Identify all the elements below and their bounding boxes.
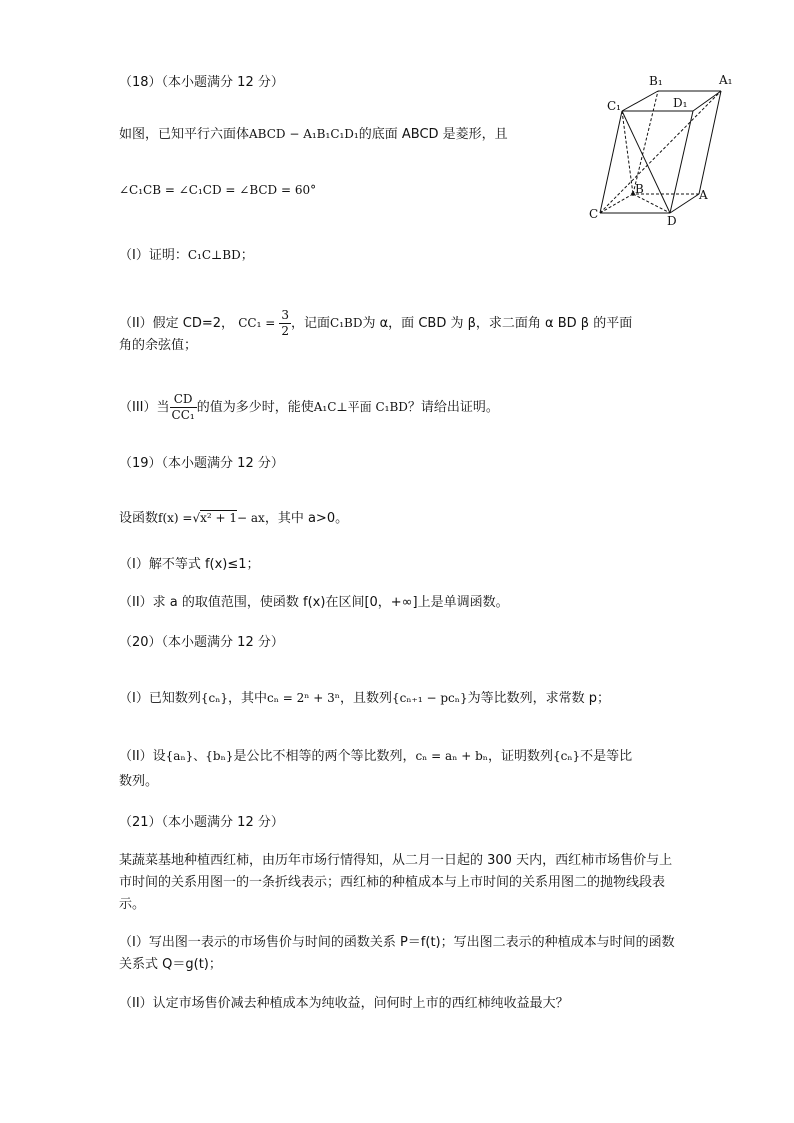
q20-part2-text-d: 不是等比 [580, 749, 633, 764]
parallelepiped-figure [585, 70, 735, 230]
q18-part3-fraction [170, 392, 197, 423]
q20-part2-label: （II）设 [119, 749, 166, 764]
q18-part2-cc1: CC₁ = [238, 316, 276, 330]
q21-part2: （II）认定市场售价减去种植成本为纯收益，问何时上市的西红柿纯收益最大？ [119, 996, 569, 1011]
q21-header: （21）（本小题满分 12 分） [119, 815, 284, 830]
q20-part1-seq2: {cₙ₊₁ − pcₙ} [392, 691, 468, 705]
q18-part1-end: ； [240, 248, 254, 263]
edge-aa1 [699, 91, 721, 194]
q19-part1: （I）解不等式 f(x)≤1； [119, 557, 260, 572]
q18-part1-expr: C₁C⊥BD [187, 248, 241, 262]
q20-part1-label: （I）已知数列 [119, 691, 201, 706]
label-b1: B₁ [649, 74, 663, 88]
q19-def-fx: f(x) = [158, 511, 193, 525]
q18-part1 [119, 245, 254, 266]
q18-part3-text-c: ？请给出证明。 [407, 400, 499, 415]
q18-part2-cont: 角的余弦值； [119, 338, 198, 353]
q20-part1 [119, 688, 610, 709]
q19-part2: （II）求 a 的取值范围，使函数 f(x)在区间[0，+∞]上是单调函数。 [119, 595, 509, 610]
q18-part2-denominator: 2 [281, 324, 290, 338]
q19-def-text-a: 设函数 [119, 511, 159, 526]
q18-intro [119, 124, 508, 145]
q20-part2-seqs: {aₙ}、{bₙ} [165, 749, 234, 763]
q18-intro-text-a: 如图，已知平行六面体 [119, 127, 250, 142]
label-a1: A₁ [719, 73, 733, 87]
q21-intro: 某蔬菜基地种植西红柿，由历年市场行情得知，从二月一日起的 300 天内，西红柿市场售价与上市时间的关系用图一的一条折线表示；西红柿的种植成本与上市时间的关系用图二的抛物线段表示。 [119, 853, 673, 912]
q19-def-text-b: ，其中 a>0。 [264, 511, 349, 526]
q20-part2 [119, 746, 632, 767]
q19-def-radicand: x² + 1 [200, 511, 238, 525]
label-c: C [589, 207, 599, 221]
q18-header: （18）（本小题满分 12 分） [119, 75, 284, 90]
q18-part2-text-c: 为 α，面 CBD 为 β，求二面角 α BD β 的平面 [362, 316, 633, 331]
q18-part3-numerator: CD [170, 392, 197, 408]
edge-dd1 [670, 111, 693, 213]
q20-part2-text-b: 是公比不相等的两个等比数列， [233, 749, 416, 764]
q20-part1-text-b: ，其中 [228, 691, 268, 706]
edge-bc [600, 194, 633, 213]
label-b: B [635, 182, 644, 196]
q20-part2-cont: 数列。 [119, 774, 159, 789]
q18-part2-numerator: 3 [281, 308, 290, 322]
edge-da [670, 194, 699, 213]
q21-part1: （I）写出图一表示的市场售价与时间的函数关系 P＝f(t)；写出图二表示的种植成本与时间的函数关系式 Q＝g(t)； [119, 935, 675, 972]
q20-part2-text-c: ，证明数列 [487, 749, 553, 764]
q20-part2-def: cₙ = aₙ + bₙ [415, 749, 488, 763]
q20-part1-text-d: 为等比数列，求常数 p； [467, 691, 610, 706]
q18-part3-expr: A₁C⊥平面 C₁BD [313, 400, 408, 414]
q18-part1-label: （I）证明： [119, 248, 188, 263]
label-d: D [667, 214, 677, 228]
q18-part3-denominator: CC₁ [171, 408, 195, 422]
q20-part1-text-c: ，且数列 [339, 691, 392, 706]
q18-angle-condition: ∠C₁CB = ∠C₁CD = ∠BCD = 60° [119, 183, 317, 197]
q18-part3 [119, 388, 499, 427]
q19-definition [119, 508, 348, 529]
label-a: A [699, 188, 708, 202]
edge-b1c1 [622, 91, 658, 111]
q18-part3-text-b: 的值为多少时，能使 [196, 400, 314, 415]
q20-header: （20）（本小题满分 12 分） [119, 635, 284, 650]
label-c1: C₁ [607, 99, 621, 113]
q18-intro-text-b: 的底面 ABCD 是菱形，且 [358, 127, 508, 142]
q19-header: （19）（本小题满分 12 分） [119, 456, 284, 471]
q18-part2-plane: C₁BD [330, 316, 363, 330]
q18-intro-expr: ABCD − A₁B₁C₁D₁ [249, 127, 359, 141]
edge-cc1 [600, 111, 622, 213]
q18-part2-text-b: ，记面 [291, 316, 331, 331]
diag-bd [633, 194, 670, 213]
q20-part1-seq: {cₙ} [200, 691, 229, 705]
q19-def-ax: − ax [237, 511, 265, 525]
q20-part1-def: cₙ = 2ⁿ + 3ⁿ [267, 691, 340, 705]
q18-part3-label: （III）当 [119, 400, 170, 415]
q20-part2-seq: {cₙ} [552, 749, 581, 763]
q18-part2-fraction [279, 308, 291, 339]
edge-d1a1 [693, 91, 721, 111]
sqrt-icon: √ [192, 511, 201, 525]
q18-part2-label: （II）假定 CD=2， [119, 316, 235, 331]
label-d1: D₁ [673, 96, 688, 110]
